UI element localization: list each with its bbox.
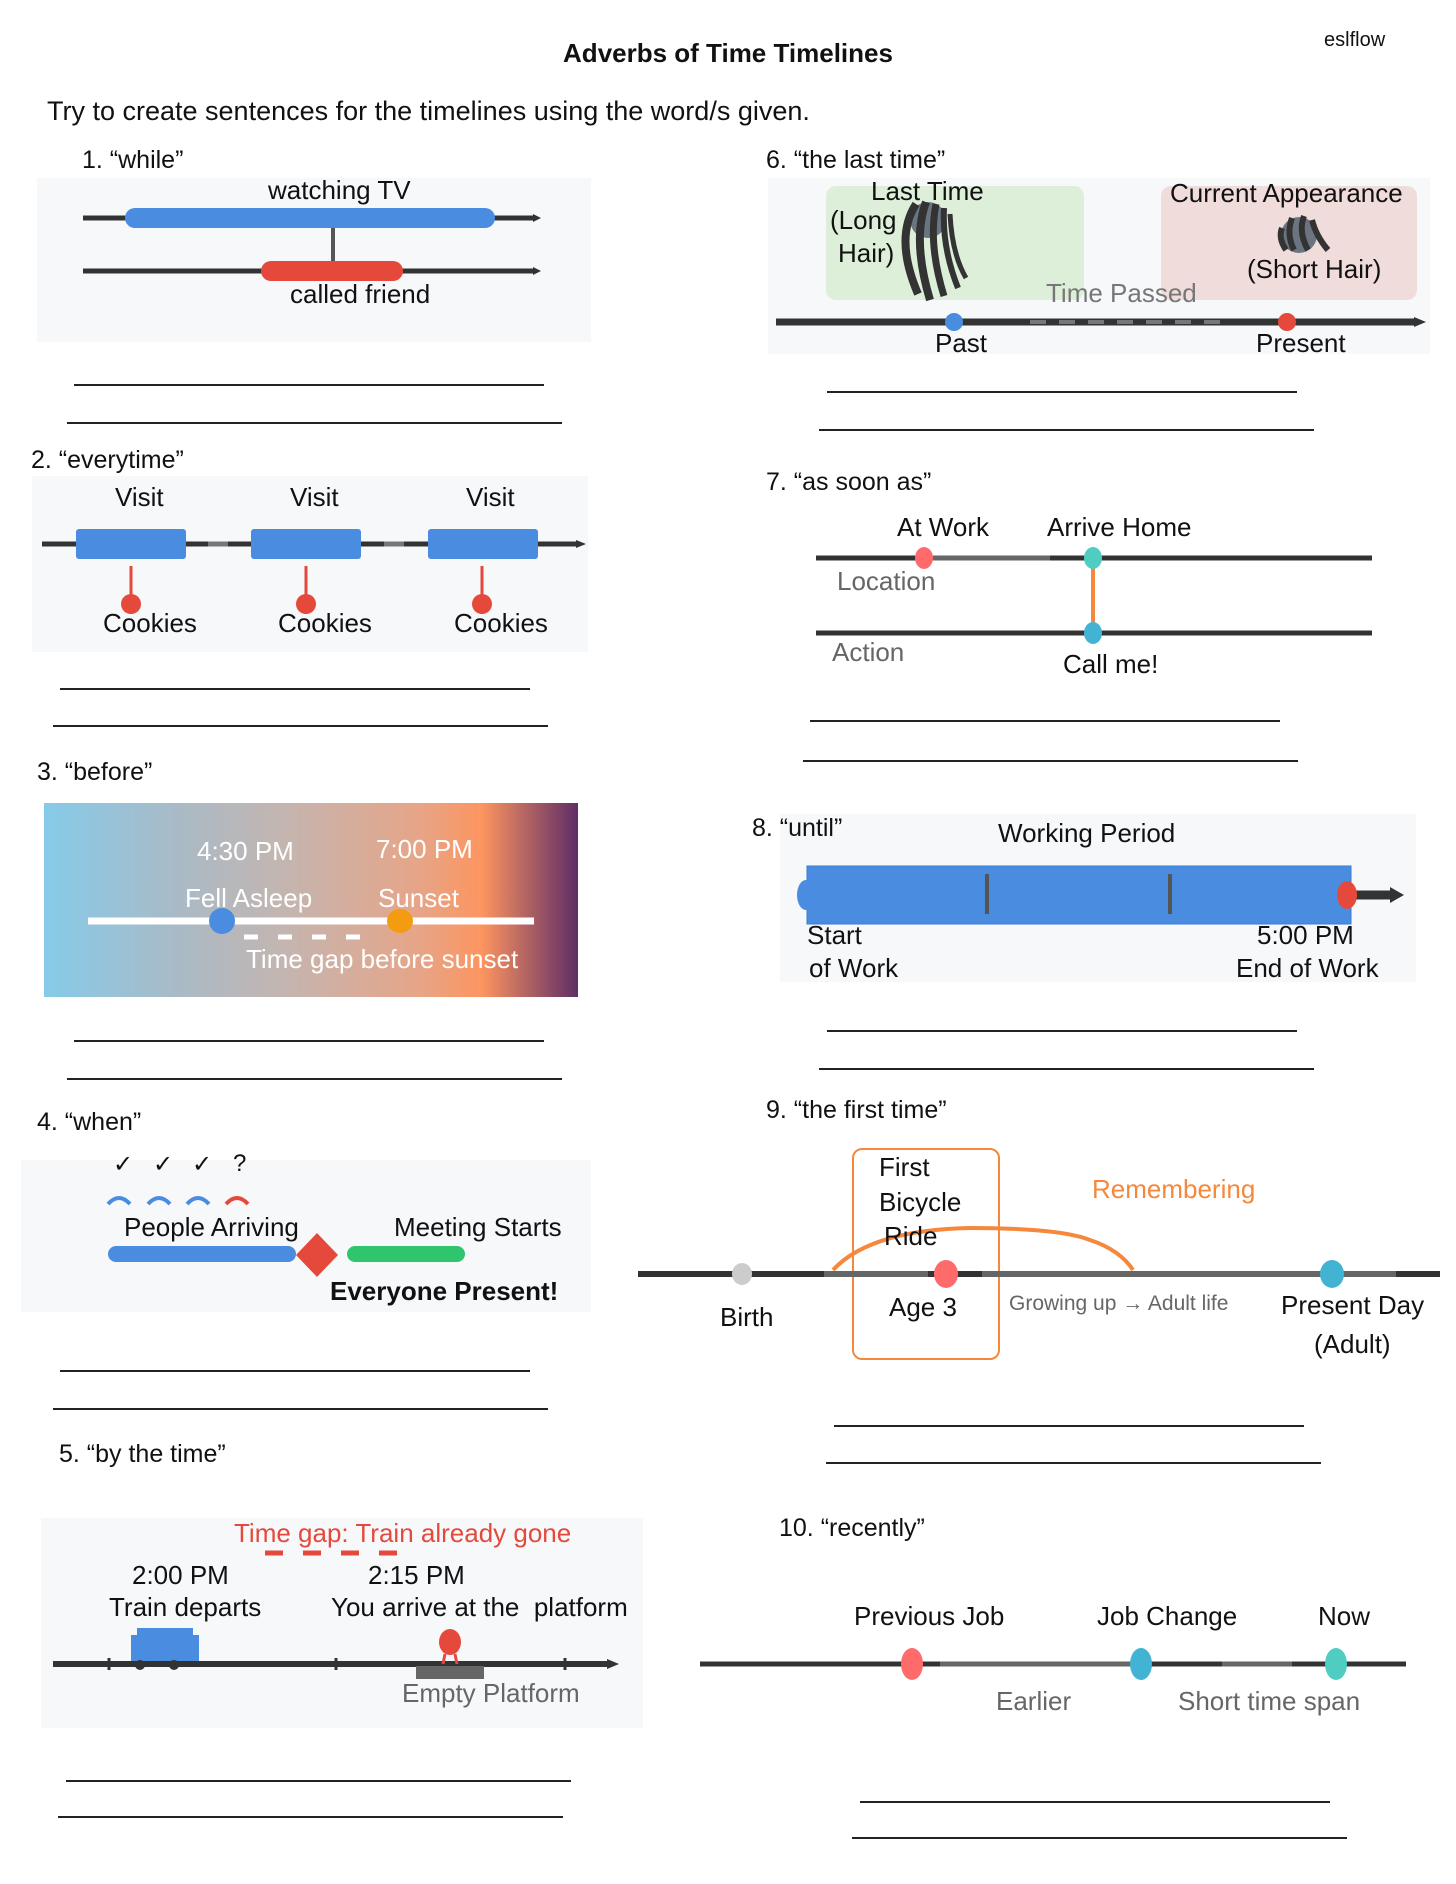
start-label-line2: of Work	[809, 953, 899, 983]
answer-line[interactable]	[53, 725, 548, 727]
long-action-label: watching TV	[268, 175, 411, 205]
check-icon: ✓	[192, 1151, 213, 1178]
answer-line[interactable]	[67, 422, 562, 424]
visit-label: Visit	[290, 482, 339, 512]
action-label: Call me!	[1063, 649, 1159, 679]
answer-line[interactable]	[60, 688, 530, 690]
page-title: Adverbs of Time Timelines	[563, 38, 893, 68]
answer-line[interactable]	[74, 1040, 544, 1042]
past-desc-line1: (Long	[830, 205, 897, 235]
exercise-label: 2. “everytime”	[31, 446, 184, 474]
age-label: Age 3	[889, 1292, 957, 1322]
past-label: Past	[935, 328, 988, 358]
exercise-label: 5. “by the time”	[59, 1440, 226, 1468]
row-label-action: Action	[832, 637, 905, 667]
first-time-timeline	[630, 1200, 1450, 1280]
past-title: Last Time	[871, 176, 984, 206]
time2-label: 2:15 PM	[368, 1560, 465, 1590]
span1-label: Earlier	[996, 1686, 1072, 1716]
long-hair-icon	[905, 202, 966, 300]
answer-line[interactable]	[827, 1030, 1297, 1032]
event1-label: Fell Asleep	[185, 883, 313, 913]
present-desc: (Short Hair)	[1247, 254, 1382, 284]
answer-line[interactable]	[803, 760, 1298, 762]
period-label: Working Period	[998, 818, 1176, 848]
point1-label: Previous Job	[854, 1601, 1005, 1631]
gap-label: Time gap before sunset	[246, 944, 519, 974]
exercise-label: 1. “while”	[82, 146, 184, 174]
result-label: Cookies	[103, 608, 197, 638]
arc-label: Remembering	[1092, 1174, 1256, 1204]
result-label: Cookies	[278, 608, 372, 638]
answer-line[interactable]	[819, 429, 1314, 431]
recently-timeline	[700, 1640, 1420, 1690]
point2-label: Arrive Home	[1047, 512, 1192, 542]
past-desc-line2: Hair)	[838, 238, 895, 268]
gap-label: Time gap: Train already gone	[234, 1518, 572, 1548]
brand-label: eslflow	[1324, 29, 1386, 51]
time2-label: 7:00 PM	[376, 834, 473, 864]
short-hair-icon	[1281, 216, 1328, 253]
gap-label: Time Passed	[1046, 278, 1197, 308]
exercise-label: 9. “the first time”	[766, 1096, 947, 1124]
event2-label: Sunset	[378, 883, 459, 913]
exercise-label: 10. “recently”	[779, 1514, 925, 1542]
present-title: Current Appearance	[1170, 178, 1403, 208]
point2-label: Job Change	[1097, 1601, 1238, 1631]
short-action-label: called friend	[290, 279, 431, 309]
answer-line[interactable]	[834, 1425, 1304, 1427]
span2-label: Short time span	[1178, 1686, 1361, 1716]
answer-line[interactable]	[58, 1816, 563, 1818]
answer-line[interactable]	[810, 720, 1280, 722]
answer-line[interactable]	[60, 1370, 530, 1372]
answer-line[interactable]	[819, 1068, 1314, 1070]
time1-label: 4:30 PM	[197, 836, 294, 866]
trigger-label: Everyone Present!	[330, 1276, 559, 1306]
instructions: Try to create sentences for the timelines using the word/s given.	[47, 96, 810, 126]
answer-line[interactable]	[67, 1078, 562, 1080]
answer-line[interactable]	[53, 1408, 548, 1410]
present-label: Present	[1256, 328, 1346, 358]
event1-label: Train departs	[109, 1592, 262, 1622]
present-label-line1: Present Day	[1281, 1290, 1425, 1320]
answer-line[interactable]	[826, 1462, 1321, 1464]
box-label-line3: Ride	[884, 1221, 938, 1251]
span-label: Growing up → Adult life	[1009, 1292, 1229, 1315]
arriving-label: People Arriving	[124, 1212, 299, 1242]
end-label: End of Work	[1236, 953, 1379, 983]
row-label-location: Location	[837, 566, 936, 596]
end-time-label: 5:00 PM	[1257, 920, 1354, 950]
box-label-line2: Bicycle	[879, 1187, 962, 1217]
result-label: Cookies	[454, 608, 548, 638]
time1-label: 2:00 PM	[132, 1560, 229, 1590]
exercise-label: 8. “until”	[752, 814, 843, 842]
answer-line[interactable]	[827, 391, 1297, 393]
answer-line[interactable]	[860, 1801, 1330, 1803]
point1-label: At Work	[897, 512, 989, 542]
check-icon: ✓	[113, 1151, 134, 1178]
present-label-line2: (Adult)	[1314, 1329, 1391, 1359]
birth-label: Birth	[720, 1302, 774, 1332]
exercise-label: 4. “when”	[37, 1108, 142, 1136]
question-icon: ?	[233, 1150, 247, 1177]
visit-label: Visit	[115, 482, 164, 512]
platform-label: Empty Platform	[402, 1678, 580, 1708]
visit-label: Visit	[466, 482, 515, 512]
answer-line[interactable]	[852, 1837, 1347, 1839]
exercise-label: 7. “as soon as”	[766, 468, 932, 496]
exercise-label: 3. “before”	[37, 758, 153, 786]
exercise-label: 6. “the last time”	[766, 146, 946, 174]
answer-line[interactable]	[66, 1780, 571, 1782]
meeting-label: Meeting Starts	[394, 1212, 562, 1242]
start-label-line1: Start	[807, 920, 862, 950]
point3-label: Now	[1318, 1601, 1371, 1631]
event2-label: You arrive at the platform	[331, 1592, 628, 1622]
check-icon: ✓	[153, 1151, 174, 1178]
box-label-line1: First	[879, 1152, 930, 1182]
answer-line[interactable]	[74, 384, 544, 386]
